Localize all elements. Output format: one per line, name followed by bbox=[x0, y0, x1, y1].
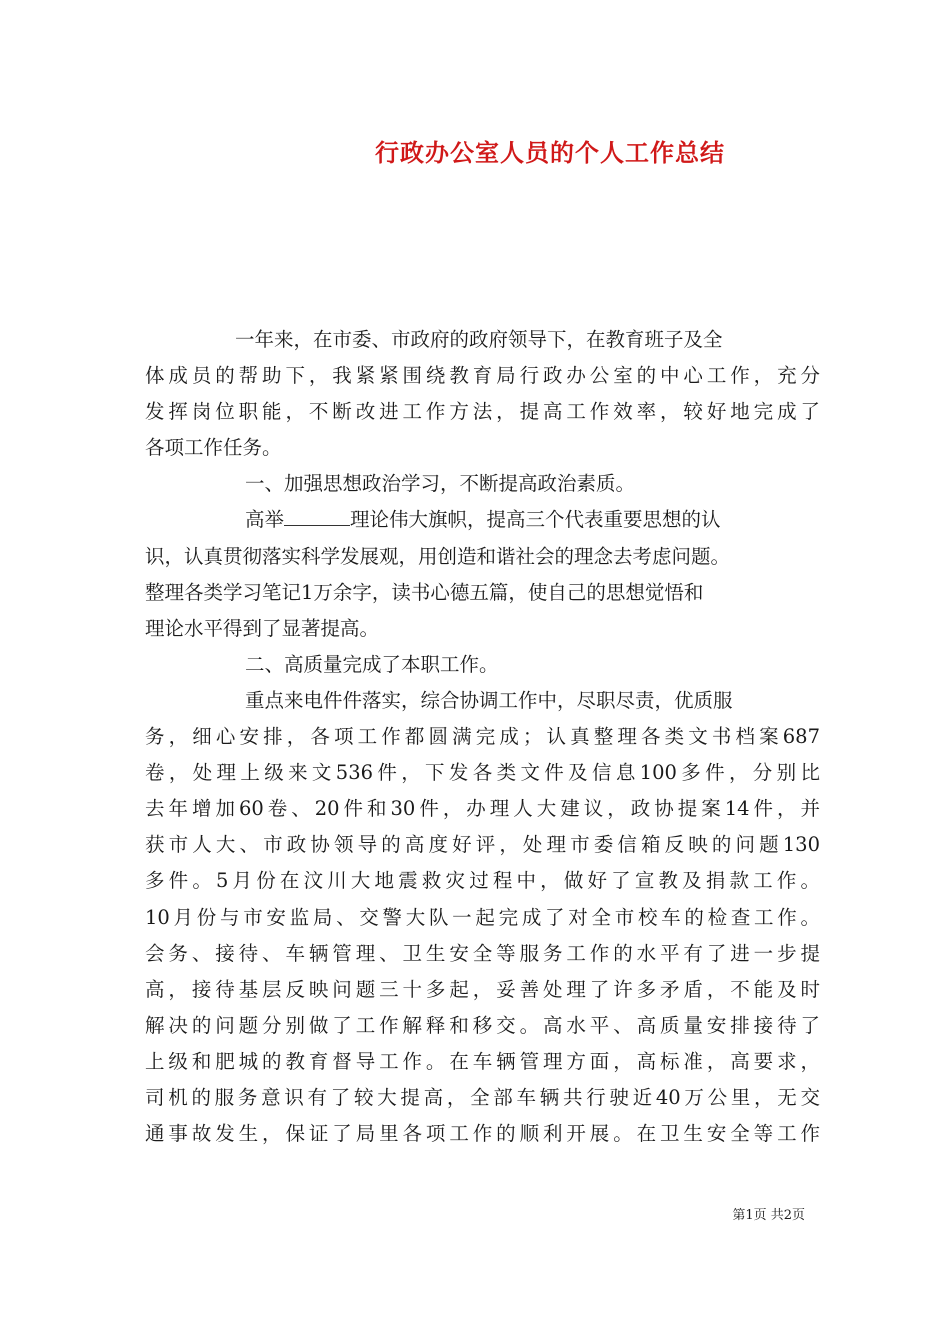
paragraph-line: 卷，处理上级来文536件，下发各类文件及信息100多件，分别比 bbox=[145, 761, 820, 785]
section-heading: 一、加强思想政治学习，不断提高政治素质。 bbox=[245, 472, 636, 496]
paragraph-line: 司机的服务意识有了较大提高，全部车辆共行驶近40万公里，无交 bbox=[145, 1085, 820, 1109]
paragraph-line: 识，认真贯彻落实科学发展观，用创造和谐社会的理念去考虑问题。 bbox=[145, 544, 731, 568]
paragraph-line: 多件。5月份在汶川大地震救灾过程中，做好了宣教及捐款工作。 bbox=[145, 869, 820, 893]
paragraph-line: 通事故发生，保证了局里各项工作的顺利开展。在卫生安全等工作 bbox=[145, 1122, 820, 1146]
text-prefix: 高举 bbox=[245, 508, 285, 532]
paragraph-line: 获市人大、市政协领导的高度好评，处理市委信箱反映的问题130 bbox=[145, 833, 820, 857]
blank-underline bbox=[284, 507, 350, 526]
page-title: 行政办公室人员的个人工作总结 bbox=[375, 138, 725, 167]
text-rest: 理论伟大旗帜，提高三个代表重要思想的认 bbox=[350, 508, 721, 532]
section-heading: 二、高质量完成了本职工作。 bbox=[245, 652, 499, 676]
paragraph-line: 理论水平得到了显著提高。 bbox=[145, 616, 380, 640]
paragraph-line: 高，接待基层反映问题三十多起，妥善处理了许多矛盾，不能及时 bbox=[145, 977, 820, 1001]
paragraph-line: 上级和肥城的教育督导工作。在车辆管理方面，高标准，高要求， bbox=[145, 1049, 820, 1073]
paragraph-line: 解决的问题分别做了工作解释和移交。高水平、高质量安排接待了 bbox=[145, 1013, 820, 1037]
page-number-footer: 第1页 共2页 bbox=[732, 1208, 805, 1223]
paragraph-line: 10月份与市安监局、交警大队一起完成了对全市校车的检查工作。 bbox=[145, 905, 820, 929]
paragraph-line: 务，细心安排，各项工作都圆满完成；认真整理各类文书档案687 bbox=[145, 725, 820, 749]
document-body bbox=[145, 322, 820, 1152]
paragraph-line: 去年增加60卷、20件和30件，办理人大建议，政协提案14件，并 bbox=[145, 797, 820, 821]
paragraph-line: 体成员的帮助下，我紧紧围绕教育局行政办公室的中心工作，充分 bbox=[145, 364, 820, 388]
paragraph-line: 重点来电件件落实，综合协调工作中，尽职尽责，优质服 bbox=[245, 688, 733, 712]
paragraph-line: 各项工作任务。 bbox=[145, 436, 282, 460]
paragraph-line bbox=[145, 502, 820, 538]
paragraph-line: 一年来，在市委、市政府的政府领导下，在教育班子及全 bbox=[235, 328, 723, 351]
paragraph-line: 发挥岗位职能，不断改进工作方法，提高工作效率，较好地完成了 bbox=[145, 400, 820, 424]
paragraph-line: 整理各类学习笔记1万余字，读书心德五篇，使自己的思想觉悟和 bbox=[145, 580, 704, 604]
paragraph-line: 会务、接待、车辆管理、卫生安全等服务工作的水平有了进一步提 bbox=[145, 941, 820, 965]
